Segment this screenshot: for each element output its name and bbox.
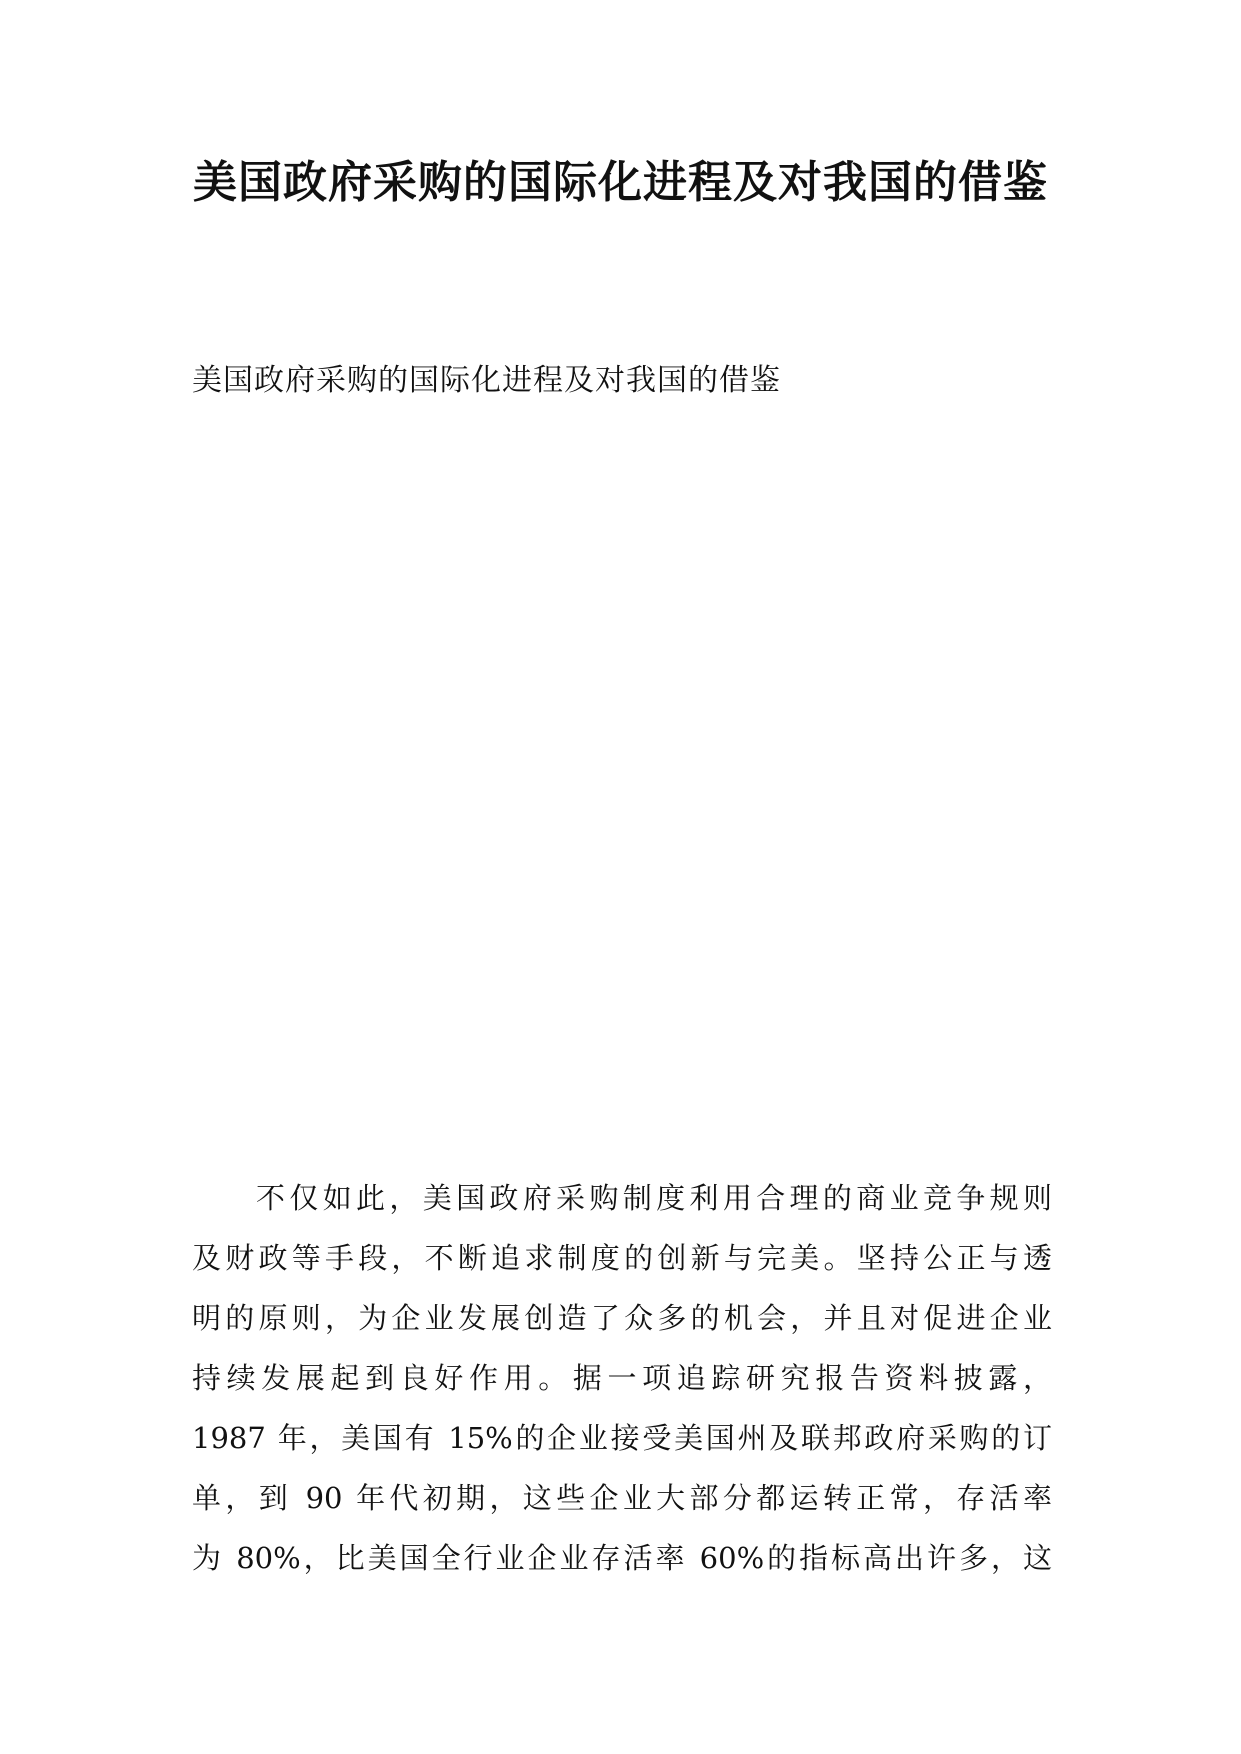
body-line: 单，到 90 年代初期，这些企业大部分都运转正常，存活率 (192, 1481, 1052, 1515)
body-paragraph (192, 1168, 1052, 1588)
body-line: 不仅如此，美国政府采购制度利用合理的商业竞争规则 (256, 1181, 1052, 1215)
body-line: 明的原则，为企业发展创造了众多的机会，并且对促进企业 (192, 1301, 1052, 1335)
body-line: 为 80%，比美国全行业企业存活率 60%的指标高出许多，这 (192, 1541, 1052, 1575)
body-line: 及财政等手段，不断追求制度的创新与完美。坚持公正与透 (192, 1241, 1052, 1275)
document-subtitle: 美国政府采购的国际化进程及对我国的借鉴 (192, 363, 781, 398)
body-line: 1987 年，美国有 15%的企业接受美国州及联邦政府采购的订 (192, 1421, 1052, 1455)
document-title: 美国政府采购的国际化进程及对我国的借鉴 (193, 157, 1048, 208)
body-line: 持续发展起到良好作用。据一项追踪研究报告资料披露， (192, 1361, 1052, 1395)
